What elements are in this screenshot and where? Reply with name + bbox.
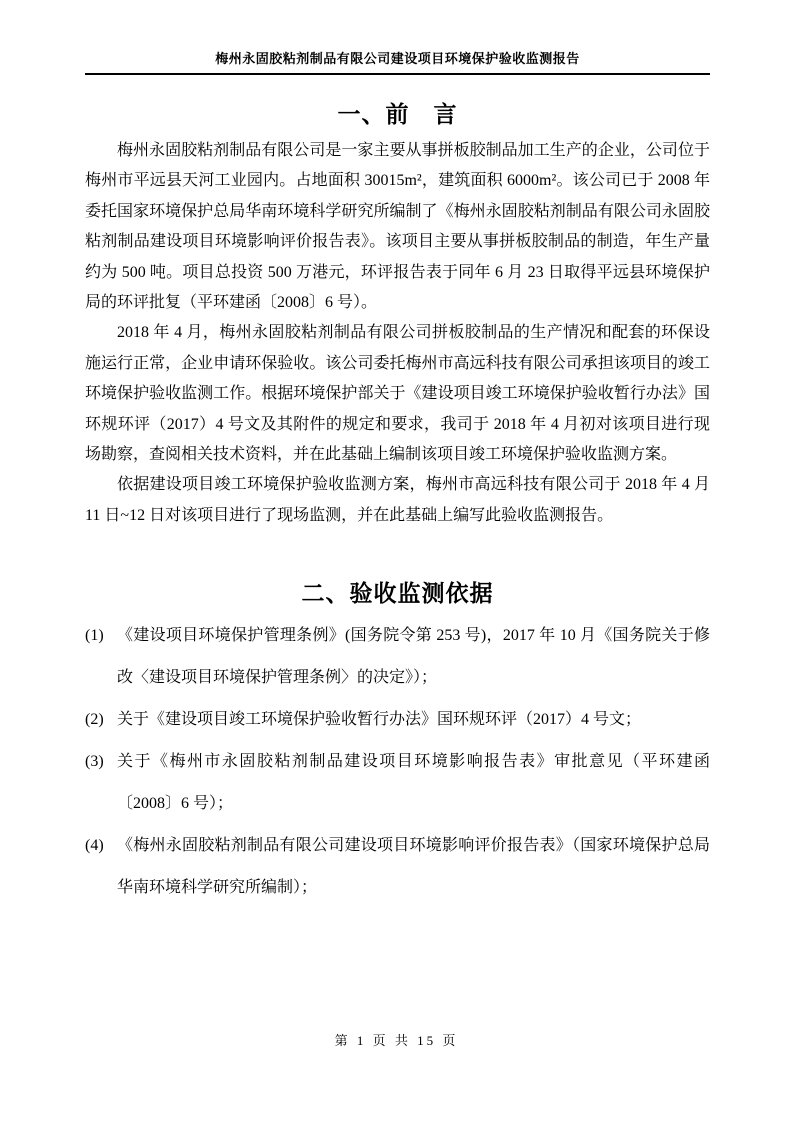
reference-list [85, 615, 710, 909]
page-header [85, 0, 710, 75]
reference-item-3 [85, 741, 710, 825]
paragraph-1: 梅州永固胶粘剂制品有限公司是一家主要从事拼板胶制品加工生产的企业，公司位于梅州市平远县天河工业园内。占地面积 30015m²，建筑面积 6000m²。该公司已于 2008 年委托国家环境保护总局华南环境科学研究所编制了《梅州永固胶粘剂制品有限公司永固胶粘剂制品建设项目环境影响评价报告表》。该项目主要从事拼板胶制品的制造，年生产量约为 500 吨。项目总投资 500 万港元，环评报告表于同年 6 月 23 日取得平远县环境保护局的环评批复（平环建函〔2008〕6 号）。 [85, 142, 710, 312]
reference-item-4-marker: (4) [85, 837, 104, 855]
reference-item-3-text: 关于《梅州市永固胶粘剂制品建设项目环境影响报告表》审批意见（平环建函〔2008〕6 号）； [117, 753, 710, 813]
paragraph-3: 依据建设项目竣工环境保护验收监测方案，梅州市高远科技有限公司于 2018 年 4 月 11 日~12 日对该项目进行了现场监测，并在此基础上编写此验收监测报告。 [85, 476, 710, 524]
header-divider [85, 73, 710, 75]
reference-item-4 [85, 825, 710, 909]
reference-item-1 [85, 615, 710, 699]
reference-item-2-marker: (2) [85, 711, 104, 729]
section2-heading: 二、验收监测依据 [301, 581, 494, 607]
section1-paragraphs [85, 136, 710, 531]
reference-item-2-text: 关于《建设项目竣工环境保护验收暂行办法》国环规环评（2017）4 号文； [117, 711, 642, 729]
page-footer [0, 1030, 793, 1049]
page-number-label: 第 1 页 共 15 页 [334, 1033, 459, 1048]
paragraph-2: 2018 年 4 月，梅州永固胶粘剂制品有限公司拼板胶制品的生产情况和配套的环保设施运行正常，企业申请环保验收。该公司委托梅州市高远科技有限公司承担该项目的竣工环境保护验收监测工作。根据环境保护部关于《建设项目竣工环境保护验收暂行办法》国环规环评（2017）4 号文及其附件的规定和要求，我司于 2018 年 4 月初对该项目进行现场勘察，查阅相关技术资料，并在此基础上编制该项目竣工环境保护验收监测方案。 [85, 324, 710, 464]
reference-item-3-marker: (3) [85, 753, 104, 771]
reference-item-1-text: 《建设项目环境保护管理条例》(国务院令第 253 号)，2017 年 10 月《国务院关于修改〈建设项目环境保护管理条例〉的决定》）； [117, 627, 710, 687]
reference-item-2 [85, 699, 710, 741]
document-body [85, 100, 710, 909]
header-title: 梅州永固胶粘剂制品有限公司建设项目环境保护验收监测报告 [215, 51, 580, 66]
reference-item-1-marker: (1) [85, 627, 104, 645]
reference-item-4-text: 《梅州永固胶粘剂制品有限公司建设项目环境影响评价报告表》（国家环境保护总局华南环境科学研究所编制）； [117, 837, 710, 897]
section1-heading: 一、前 言 [337, 102, 458, 127]
